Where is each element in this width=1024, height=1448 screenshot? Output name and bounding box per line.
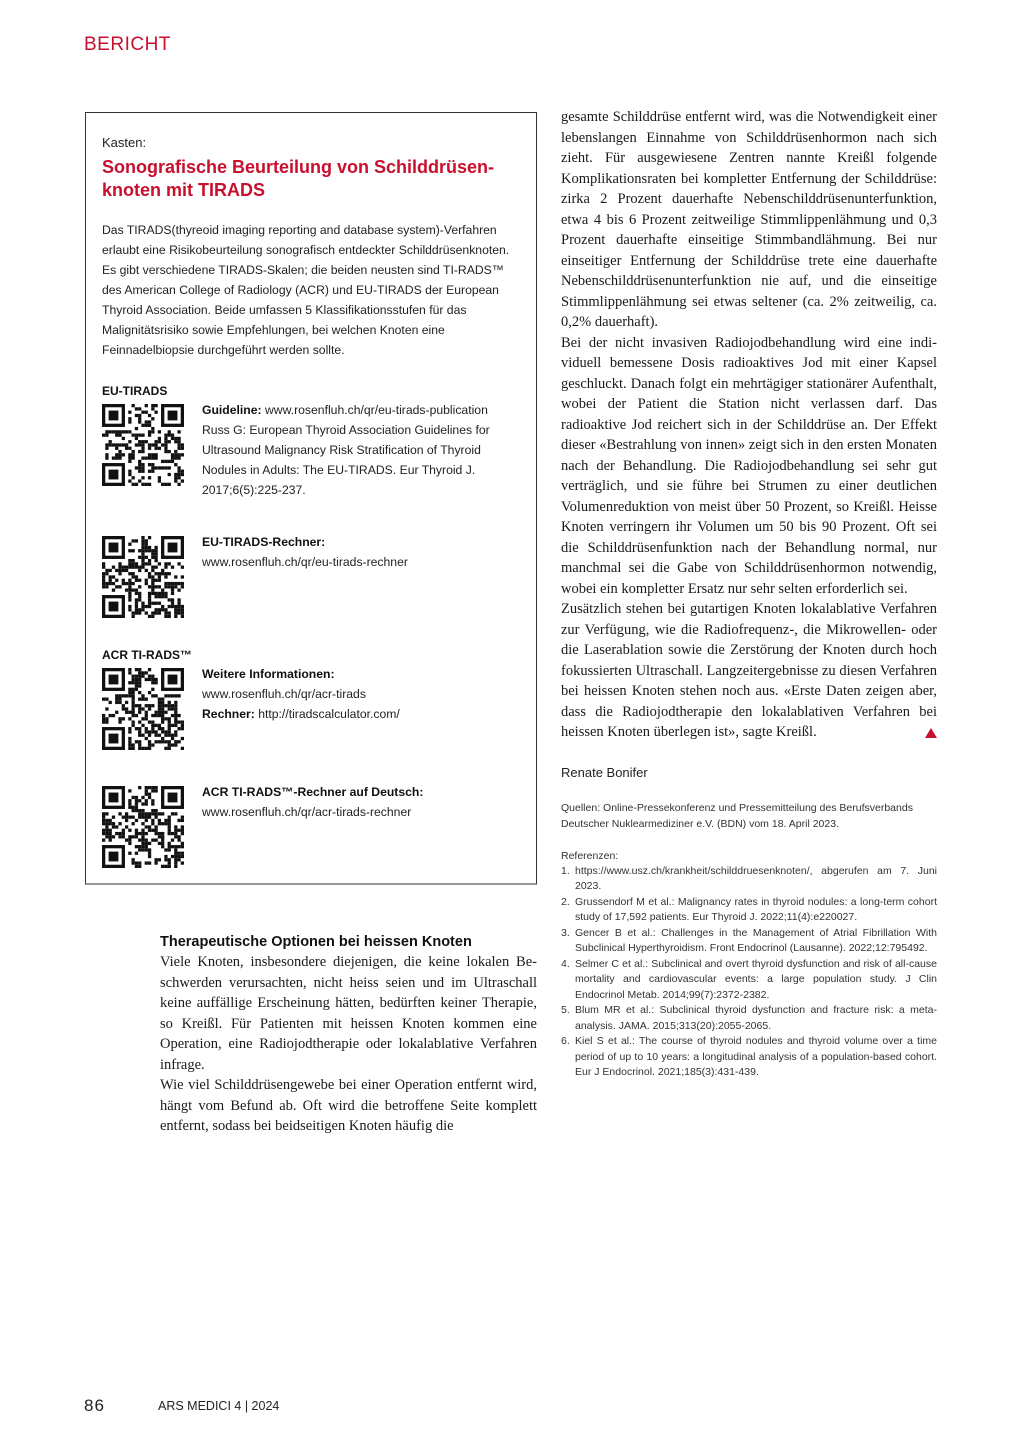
- magazine-issue: ARS MEDICI 4 | 2024: [158, 1399, 280, 1413]
- box-title-line1: Sonografische Beurteilung von Schilddrüsen-: [102, 157, 495, 177]
- qr-code-icon[interactable]: [102, 786, 184, 868]
- entry-label: EU-TIRADS-Rechner:: [202, 535, 326, 549]
- reference-text: Selmer C et al.: Subclinical and overt thyroid dysfunction and risk of all-cause mortality and cardiovascular events: a large population study. J Clin Endocrinol Metab. 2014;99(7):2372-2382.: [575, 957, 937, 1001]
- section-label: BERICHT: [84, 34, 171, 55]
- reference-text: Gencer B et al.: Challenges in the Management of Atrial Fibrillation With Subclinical Hyperthyroidism. Front Endocrinol (Lausanne). 2022;12:795492.: [575, 926, 937, 954]
- reference-text: Grussendorf M et al.: Malignancy rates in thyroid nodules: a long-term cohort study of 17,592 patients. Eur Thyroid J. 2022;11(4):e220027.: [575, 895, 937, 923]
- reference-item: [561, 1034, 937, 1081]
- reference-number: 1.: [561, 864, 570, 877]
- paragraph: Viele Knoten, insbesondere diejenigen, die keine lokalen Beschwerden verursachten, nicht heiss seien und im Ultraschall keine auffällige Erscheinung hätten, bedürften keiner Therapie, so Kreißl. Für Patienten mit heissen Knoten kommen eine Operation, eine Radiojodtherapie oder lokalablative Verfahren infrage.: [160, 954, 537, 1073]
- left-column-body: [160, 934, 537, 1137]
- red-triangle-icon: [925, 728, 937, 738]
- qr-entry-acr-rechner: [102, 786, 522, 868]
- reference-item: [561, 957, 937, 1004]
- right-column: [561, 107, 937, 1081]
- reference-item: [561, 1003, 937, 1034]
- entry-link[interactable]: www.rosenfluh.ch/qr/eu-tirads-publication: [261, 403, 488, 417]
- reference-number: 4.: [561, 957, 570, 970]
- reference-number: 3.: [561, 926, 570, 939]
- reference-number: 5.: [561, 1004, 570, 1016]
- entry-label: Guideline:: [202, 403, 262, 417]
- reference-text: Blum MR et al.: Subclinical thyroid dysfunction and fracture risk: a meta-analysis. JAMA. 2015;313(20):2055-2065.: [575, 1004, 937, 1032]
- subheading: Therapeutische Optionen bei heissen Knoten: [160, 934, 472, 950]
- reference-text: Kiel S et al.: The course of thyroid nodules and thyroid volume over a time period of up to 10 years: a longitudinal analysis of a population-based cohort. Eur J Endocrinol. 2021;185(3):431-439.: [575, 1035, 937, 1078]
- info-box: [85, 112, 537, 885]
- references-heading: Referenzen:: [561, 849, 619, 862]
- qr-code-icon[interactable]: [102, 404, 184, 486]
- reference-item: [561, 926, 937, 957]
- author: Renate Bonifer: [561, 764, 648, 780]
- paragraph-final-text: Zusätzlich stehen bei gutartigen Knoten lokalablative Verfahren zur Verfügung, wie die Radiofrequenz-, die Mikrowellen- oder die Laserablation sowie die Zerstörung der Knoten durch hoch fokussierten Ultraschall. Langzeitergebnisse zu diesen Verfahren bei heissen Knoten stehen noch aus. «Erste Daten zeigen aber, dass die Radiojodtherapie den lokalablativen Verfahren bei heissen Knoten überlegen ist», sagte Kreißl.: [561, 601, 937, 740]
- entry-citation: Russ G: European Thyroid Association Guidelines for Ultrasound Malignancy Risk Stratification of Thyroid Nodules in Adults: The EU-TIRADS. Eur Thyroid J. 2017;6(5):225-237.: [202, 423, 490, 497]
- qr-code-icon[interactable]: [102, 536, 184, 618]
- group-heading-eu-tirads: EU-TIRADS: [102, 384, 168, 398]
- reference-number: 6.: [561, 1035, 570, 1047]
- entry-link[interactable]: www.rosenfluh.ch/qr/acr-tirads: [202, 687, 366, 701]
- qr-entry-acr-info: [102, 668, 522, 750]
- paragraph: gesamte Schilddrüse entfernt wird, was die Notwendigkeit einer lebenslangen Einnahme von Schilddrüsenhormon nach sich zieht. Für ausgewiesene Zentren nannte Kreißl folgende Komplikationsraten bei kompletter Entfernung der Schilddrüse: zirka 2 Prozent dauerhafte Nebenschilddrüsenunterfunktion, etwa 4 bis 6 Prozent zeitweilige Stimmlippenlähmung und 0,3 Prozent dauerhafte einseitige Stimmbandlähmung. Bei nur einseitiger Entfernung der Schilddrüse trete eine dauerhafte Nebenschilddrüsenunterfunktion nie auf, und die einseitige Stimmlippenlähmung sei etwas seltener (ca. 2% zeitweilig, ca. 0,2% dauerhaft).: [561, 109, 937, 330]
- paragraph: Wie viel Schilddrüsengewebe bei einer Operation entfernt wird, hängt vom Befund ab. Oft wird die betroffene Seite komplett entfernt, sodass bei beidseitigen Knoten häufig die: [160, 1077, 537, 1134]
- entry-link[interactable]: www.rosenfluh.ch/qr/acr-tirads-rechner: [202, 805, 412, 819]
- reference-item: [561, 895, 937, 926]
- paragraph-final: [561, 599, 937, 743]
- entry-label: Weitere Informationen:: [202, 667, 335, 681]
- box-intro: Das TIRADS(thyreoid imaging reporting and database system)-Verfahren erlaubt eine Risikobeurteilung sonografisch entdeckter Schilddrüsenknoten. Es gibt verschiedene TIRADS-Skalen; die beiden neusten sind TI-RADS™ des American College of Radiology (ACR) und EU-TIRADS der European Thyroid Association. Beide umfassen 5 Klassifikationsstufen für das Malignitätsrisiko sowie Empfehlungen, bei welchen Knoten eine Feinnadelbiopsie durchgeführt werden sollte.: [102, 223, 510, 357]
- reference-text: https://www.usz.ch/krankheit/schilddruesenknoten/, abgerufen am 7. Juni 2023.: [575, 864, 937, 892]
- qr-entry-eu-rechner: [102, 536, 522, 618]
- page-number: 86: [84, 1396, 105, 1415]
- entry-label: ACR TI-RADS™-Rechner auf Deutsch:: [202, 785, 424, 799]
- reference-item: [561, 864, 937, 895]
- box-label: Kasten:: [102, 135, 147, 150]
- entry-link-2[interactable]: http://tiradscalculator.com/: [254, 707, 400, 721]
- entry-label-2: Rechner:: [202, 707, 255, 721]
- box-title: [102, 156, 522, 202]
- group-heading-acr-tirads: ACR TI-RADS™: [102, 648, 192, 662]
- reference-number: 2.: [561, 895, 570, 908]
- references-list: [561, 864, 937, 1081]
- paragraph: Bei der nicht invasiven Radiojodbehandlung wird eine individuell bemessene Dosis radioaktives Jod mit einer Kapsel geschluckt. Danach folgt ein mehrtägiger stationärer Aufenthalt, wobei der Patient die Station nicht verlassen darf. Das radioaktive Jod reichert sich in der Schilddrüse an. Der Effekt dieser «Bestrahlung von innen» zeigt sich in den ersten Monaten nach der Behandlung. Die Radiojodbehandlung sei sehr gut verträglich, und sie führe bei Strumen zu einer deutlichen Volumenreduktion von meist über 50 Prozent, so Kreißl. Heisse Knoten verringern ihr Volumen um 50 bis 90 Prozent. Oft sei die Schilddrüsenfunktion nach der Behandlung normal, nur manchmal sei die Gabe von Schilddrüsenhormon notwendig, wobei ein kompletter Ersatz nur sehr selten erforderlich sei.: [561, 334, 937, 597]
- box-title-line2: knoten mit TIRADS: [102, 180, 266, 200]
- sources: Quellen: Online-Pressekonferenz und Pressemitteilung des Berufsverbands Deutscher Nuklearmediziner e.V. (BDN) vom 18. April 2023.: [561, 801, 913, 830]
- qr-entry-guideline: [102, 404, 522, 500]
- qr-code-icon[interactable]: [102, 668, 184, 750]
- entry-link[interactable]: www.rosenfluh.ch/qr/eu-tirads-rechner: [202, 555, 408, 569]
